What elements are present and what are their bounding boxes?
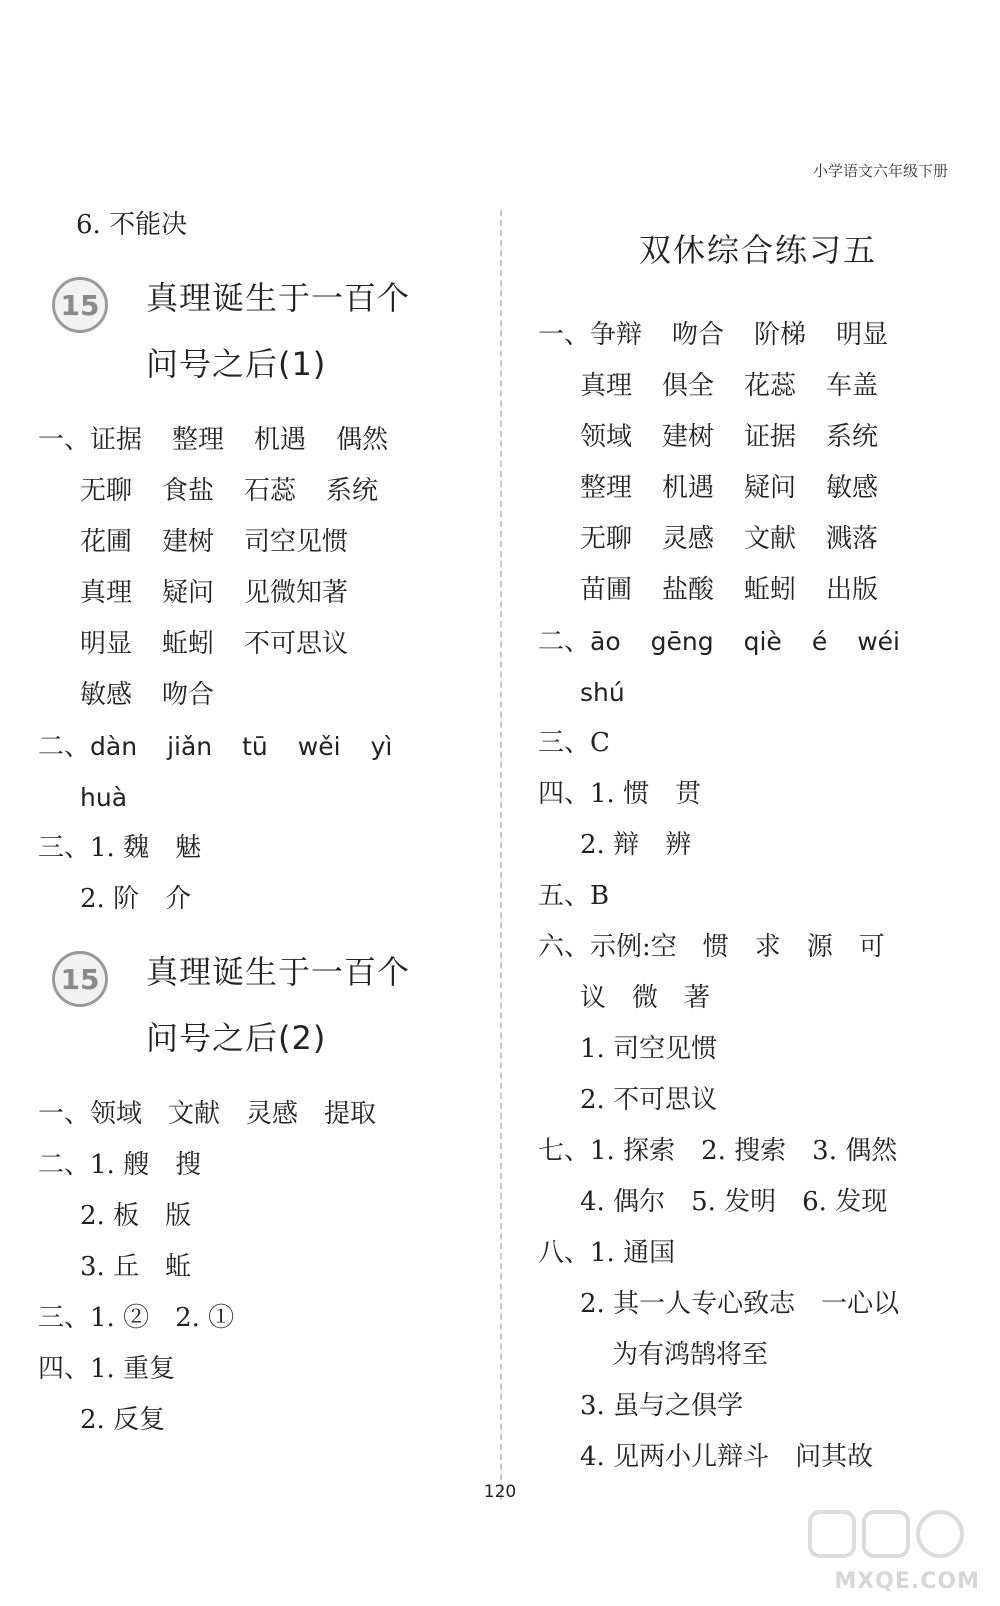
question-label: 八、 [538, 1238, 591, 1268]
answer-line: 议 微 著 [580, 983, 711, 1013]
answer-line [538, 667, 978, 718]
answer-line [538, 310, 978, 361]
running-header: 小学语文六年级下册 [812, 162, 948, 180]
word: 敏感 [826, 473, 879, 503]
question-label: 二、 [538, 627, 591, 657]
word: 蚯蚓 [744, 575, 797, 605]
pinyin: yì [370, 732, 393, 761]
watermark [790, 1504, 980, 1594]
answer-line [538, 361, 978, 412]
page-number: 120 [483, 1482, 517, 1502]
word: 建树 [662, 422, 715, 452]
answer-line: 三、C [538, 728, 610, 758]
word: 领域 [580, 422, 633, 452]
word: 系统 [326, 476, 379, 506]
answer-line [38, 772, 478, 823]
word: 整理 [172, 425, 225, 455]
lesson-number-badge: 15 [52, 277, 108, 333]
answer-line [38, 466, 478, 517]
answer-line: 3. 丘 蚯 [80, 1252, 192, 1282]
word: 车盖 [826, 371, 879, 401]
word: 无聊 [580, 524, 633, 554]
l1-question-2 [38, 721, 478, 823]
word: 整理 [580, 473, 633, 503]
pinyin: tū [242, 732, 268, 761]
answer-line [38, 568, 478, 619]
answer-line [538, 514, 978, 565]
answer-line [538, 412, 978, 463]
answer-line [38, 619, 478, 670]
word: 文献 [744, 524, 797, 554]
answer-text: 示例:空 惯 求 源 可 [590, 932, 885, 962]
answer-line: 4. 见两小儿辩斗 问其故 [580, 1442, 874, 1472]
question-label: 二、 [38, 732, 91, 762]
answer-line [38, 670, 478, 721]
answer-text: 1. 艘 搜 [90, 1150, 202, 1180]
word: 疑问 [162, 578, 215, 608]
word: 明显 [836, 320, 889, 350]
lesson-heading-2 [38, 939, 478, 1079]
word: 苗圃 [580, 575, 633, 605]
pinyin: wěi [297, 732, 341, 761]
answer-line [38, 823, 478, 874]
lesson-title [146, 939, 410, 1071]
word: 溅落 [826, 524, 879, 554]
question-label: 一、 [538, 320, 591, 350]
word: 花蕊 [744, 371, 797, 401]
answer-line: 为有鸿鹄将至 [612, 1340, 769, 1370]
answer-line: 2. 反复 [80, 1405, 166, 1435]
answer-line [538, 463, 978, 514]
word: 建树 [162, 527, 215, 557]
word: 系统 [826, 422, 879, 452]
word: 盐酸 [662, 575, 715, 605]
word: 无聊 [80, 476, 133, 506]
answer-line [38, 1344, 478, 1395]
watermark-logo-icon [790, 1504, 980, 1564]
word: 蚯蚓 [162, 629, 215, 659]
answer-line: 一、领域 文献 灵感 提取 [38, 1099, 377, 1129]
word: 明显 [80, 629, 133, 659]
column-divider [500, 210, 502, 1500]
word: 机遇 [254, 425, 307, 455]
pinyin: jiǎn [167, 732, 213, 761]
question-label: 七、 [538, 1136, 591, 1166]
answer-text: 1. 魏 魅 [90, 833, 202, 863]
answer-line: 4. 偶尔 5. 发明 6. 发现 [580, 1187, 888, 1217]
word: 机遇 [662, 473, 715, 503]
word: 石蕊 [244, 476, 297, 506]
answer-line: 2. 辩 辨 [580, 830, 692, 860]
answer-line: 1. 司空见惯 [580, 1034, 718, 1064]
answer-line: 2. 阶 介 [80, 884, 192, 914]
word: 灵感 [662, 524, 715, 554]
word: 不可思议 [244, 629, 349, 659]
answer-line [38, 517, 478, 568]
right-column [538, 200, 978, 1483]
lesson-number-badge: 15 [52, 951, 108, 1007]
pinyin: huà [80, 783, 128, 812]
word: 俱全 [662, 371, 715, 401]
question-label: 四、 [38, 1354, 91, 1384]
word: 吻合 [672, 320, 725, 350]
word: 疑问 [744, 473, 797, 503]
answer-line: 2. 不可思议 [580, 1085, 718, 1115]
answer-text: 1. 通国 [590, 1238, 676, 1268]
lesson-title-line-2: 问号之后(2) [146, 1019, 327, 1057]
left-column [38, 200, 478, 1446]
answer-line [538, 616, 978, 667]
lesson-title-line-1: 真理诞生于一百个 [146, 953, 411, 991]
answer-line [538, 565, 978, 616]
answer-line: 2. 板 版 [80, 1201, 192, 1231]
word: 司空见惯 [244, 527, 349, 557]
pinyin: wéi [857, 627, 900, 656]
pinyin: gēng [650, 627, 714, 656]
word: 真理 [80, 578, 133, 608]
word: 见微知著 [244, 578, 349, 608]
question-label: 一、 [38, 425, 91, 455]
l1-question-3 [38, 823, 478, 925]
pinyin: āo [590, 627, 621, 656]
answer-line [38, 721, 478, 772]
answer-line [538, 1228, 978, 1279]
question-label: 四、 [538, 779, 591, 809]
word: 吻合 [162, 680, 215, 710]
word: 出版 [826, 575, 879, 605]
word: 偶然 [336, 425, 389, 455]
lesson-heading-1 [38, 265, 478, 405]
l1-question-1 [38, 415, 478, 721]
question-label: 六、 [538, 932, 591, 962]
answer-text: 1. 探索 2. 搜索 3. 偶然 [590, 1136, 898, 1166]
word: 真理 [580, 371, 633, 401]
answer-line [38, 415, 478, 466]
lesson-title-line-1: 真理诞生于一百个 [146, 279, 411, 317]
r-question-1 [538, 310, 978, 616]
word: 食盐 [162, 476, 215, 506]
answer-line: 6. 不能决 [76, 210, 188, 240]
answer-line: 3. 虽与之俱学 [580, 1391, 744, 1421]
r-question-2 [538, 616, 978, 718]
word: 阶梯 [754, 320, 807, 350]
answer-text: 1. 惯 贯 [590, 779, 702, 809]
word: 证据 [744, 422, 797, 452]
lesson-title [146, 265, 410, 397]
pinyin: dàn [90, 732, 138, 761]
question-label: 二、 [38, 1150, 91, 1180]
word: 争辩 [590, 320, 643, 350]
lesson-title-line-2: 问号之后(1) [146, 345, 327, 383]
answer-line: 五、B [538, 881, 610, 911]
word: 花圃 [80, 527, 133, 557]
watermark-text: MXQE.COM [834, 1569, 980, 1594]
pinyin: shú [580, 678, 625, 707]
answer-line: 三、1. ② 2. ① [38, 1303, 235, 1333]
pinyin: qiè [743, 627, 782, 656]
word: 敏感 [80, 680, 133, 710]
word: 证据 [90, 425, 143, 455]
answer-line [38, 1140, 478, 1191]
pinyin: é [811, 627, 828, 656]
question-label: 三、 [38, 833, 91, 863]
answer-line [538, 922, 978, 973]
section-title: 双休综合练习五 [638, 231, 877, 269]
answer-line [538, 769, 978, 820]
answer-text: 1. 重复 [90, 1354, 176, 1384]
answer-line: 2. 其一人专心致志 一心以 [580, 1289, 900, 1319]
answer-line [538, 1126, 978, 1177]
